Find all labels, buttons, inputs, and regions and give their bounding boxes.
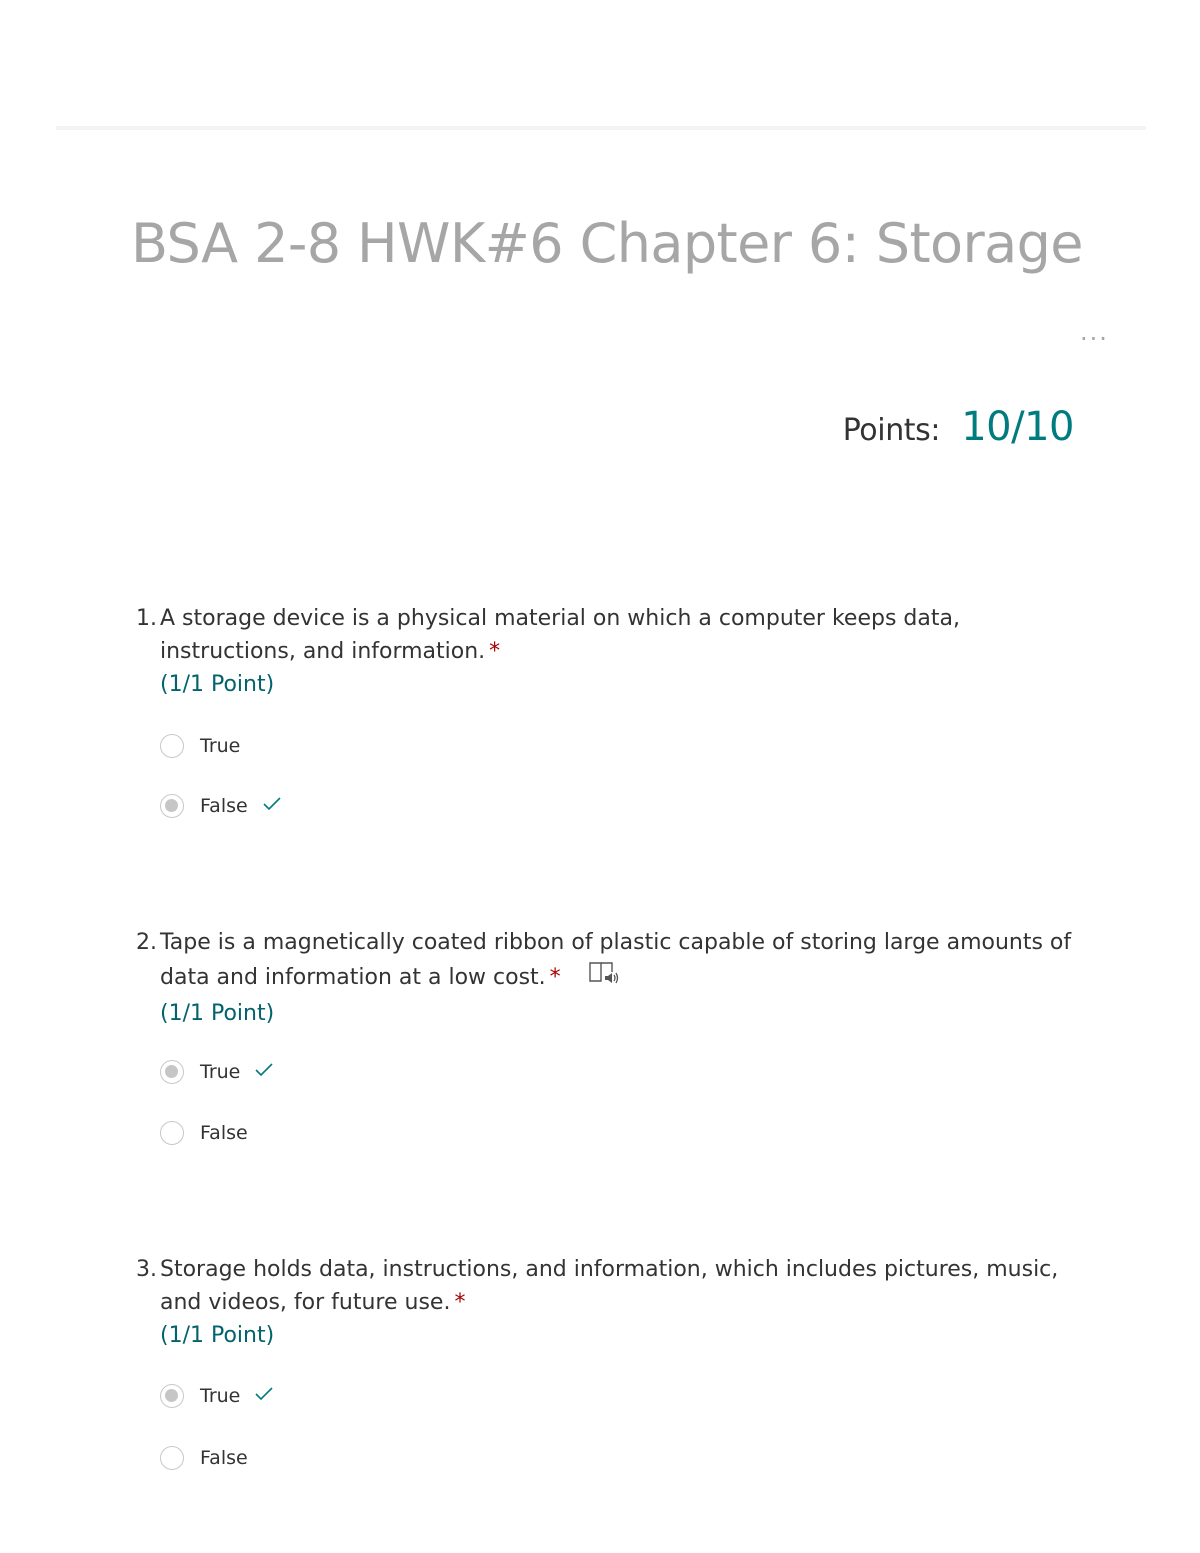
option-label: True [200, 1061, 241, 1083]
option-label: False [200, 1122, 248, 1144]
question-number: 2. [136, 930, 157, 955]
question-2 [136, 926, 1086, 1156]
option-false[interactable] [160, 792, 282, 820]
checkmark-icon [254, 1062, 274, 1082]
option-true[interactable] [160, 732, 240, 760]
option-label: True [200, 735, 241, 757]
question-points: (1/1 Point) [160, 1323, 275, 1348]
option-false[interactable] [160, 1119, 248, 1147]
option-label: True [200, 1385, 241, 1407]
immersive-reader-icon[interactable] [588, 959, 622, 997]
checkmark-icon [254, 1386, 274, 1406]
question-points: (1/1 Point) [160, 672, 275, 697]
option-label: False [200, 1447, 248, 1469]
required-marker: * [489, 639, 501, 664]
form-title: BSA 2-8 HWK#6 Chapter 6: Storage [131, 212, 1083, 275]
radio-button-selected[interactable] [160, 794, 184, 818]
required-marker: * [549, 965, 561, 990]
radio-button-selected[interactable] [160, 1384, 184, 1408]
header-divider [56, 126, 1146, 130]
option-true[interactable] [160, 1058, 274, 1086]
radio-button[interactable] [160, 1446, 184, 1470]
points-value: 10/10 [961, 404, 1074, 450]
question-number: 1. [136, 606, 157, 631]
points-label: Points: [842, 413, 941, 448]
radio-button-selected[interactable] [160, 1060, 184, 1084]
question-text: Storage holds data, instructions, and information, which includes pictures, music, and videos, for future use. [160, 1257, 1059, 1315]
option-true[interactable] [160, 1382, 274, 1410]
question-3 [136, 1253, 1086, 1483]
question-text: A storage device is a physical material on which a computer keeps data, instructions, and information. [160, 606, 960, 664]
question-1 [136, 602, 1086, 832]
radio-button[interactable] [160, 734, 184, 758]
checkmark-icon [262, 796, 282, 816]
question-text: Tape is a magnetically coated ribbon of plastic capable of storing large amounts of data and information at a low cost. [160, 930, 1072, 990]
more-options-button[interactable]: ... [1080, 318, 1109, 346]
question-number: 3. [136, 1257, 157, 1282]
points-summary [843, 404, 1074, 450]
option-false[interactable] [160, 1444, 248, 1472]
option-label: False [200, 795, 248, 817]
required-marker: * [454, 1290, 466, 1315]
question-points: (1/1 Point) [160, 1001, 275, 1026]
radio-button[interactable] [160, 1121, 184, 1145]
